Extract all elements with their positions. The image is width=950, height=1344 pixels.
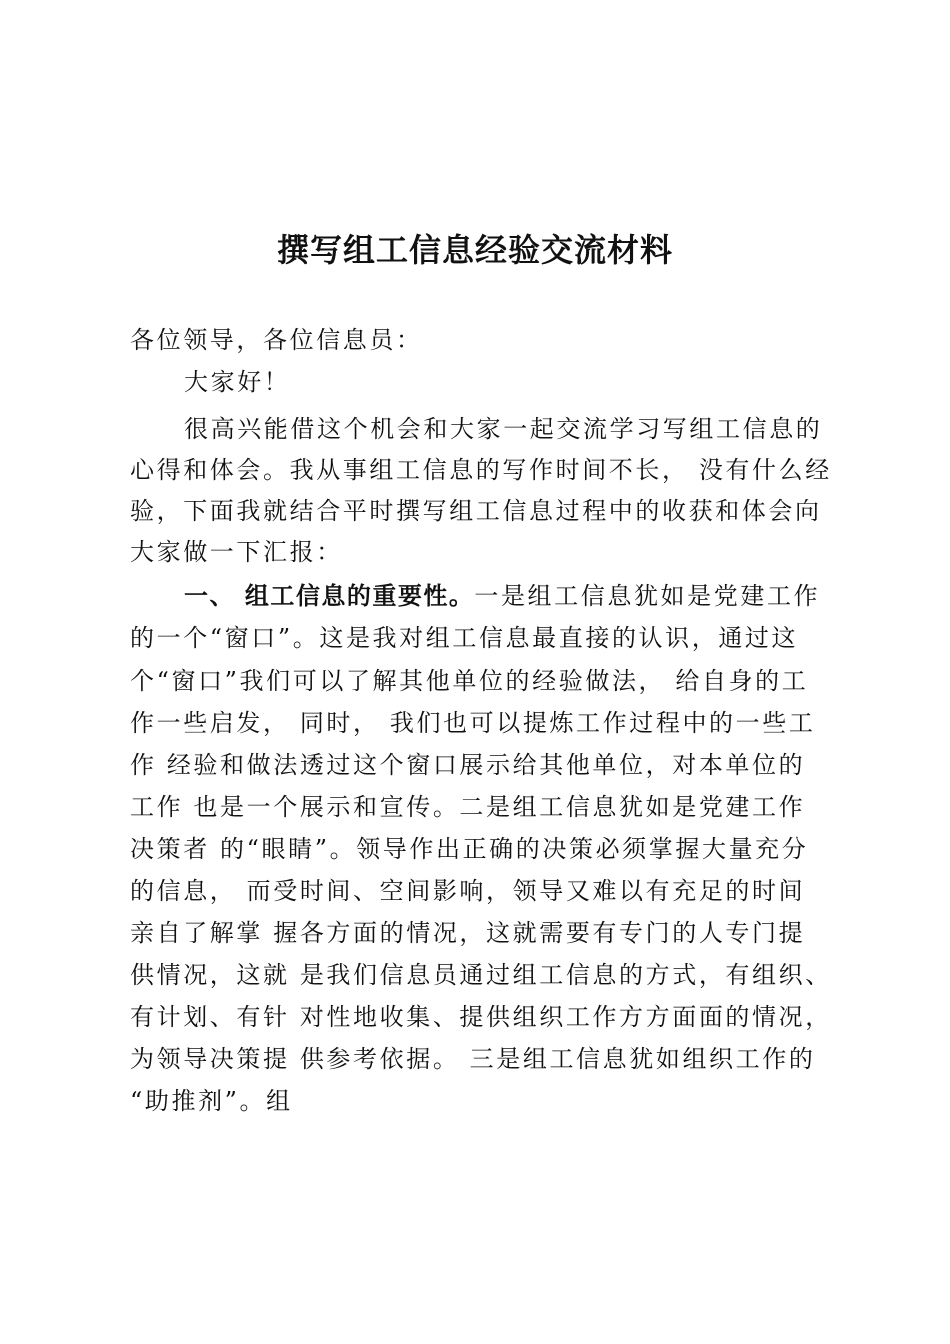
section1-line-3: 个“窗口”我们可以了解其他单位的经验做法， 给自身的工 [130,667,809,695]
section1-first-line-text: 一是组工信息犹如是党建工作 [474,582,821,610]
greeting: 大家好！ [184,368,291,396]
section1-first-line [184,576,820,616]
intro-line-4: 大家做一下汇报： [130,538,343,566]
intro-line-3: 验，下面我就结合平时撰写组工信息过程中的收获和体会向 [130,497,822,525]
section1-line-7: 决策者 的“眼睛”。领导作出正确的决策必须掌握大量充分 [130,835,809,863]
section1-heading: 一、 组工信息的重要性。 [184,582,475,610]
intro-line-2: 心得和体会。我从事组工信息的写作时间不长， 没有什么经 [130,456,832,484]
section1-line-4: 作一些启发， 同时， 我们也可以提炼工作过程中的一些工 [130,709,816,737]
section1-line-11: 有计划、有针 对性地收集、提供组织工作方方面面的情况， [130,1003,832,1031]
section1-line-6: 工作 也是一个展示和宣传。二是组工信息犹如是党建工作 [130,793,806,821]
intro-line-1: 很高兴能借这个机会和大家一起交流学习写组工信息的 [184,415,823,443]
section1-line-12: 为领导决策提 供参考依据。 三是组工信息犹如组织工作的 [130,1045,816,1073]
section1-line-13: “助推剂”。组 [130,1087,293,1115]
document-title: 撰写组工信息经验交流材料 [276,231,673,269]
section1-line-10: 供情况，这就 是我们信息员通过组工信息的方式，有组织、 [130,961,832,989]
section1-line-8: 的信息， 而受时间、空间影响，领导又难以有充足的时间 [130,877,806,905]
section1-line-2: 的一个“窗口”。这是我对组工信息最直接的认识，通过这 [130,624,799,652]
section1-line-5: 作 经验和做法透过这个窗口展示给其他单位，对本单位的 [130,751,806,779]
section1-line-9: 亲自了解掌 握各方面的情况，这就需要有专门的人专门提 [130,919,806,947]
salutation: 各位领导，各位信息员： [130,326,423,354]
